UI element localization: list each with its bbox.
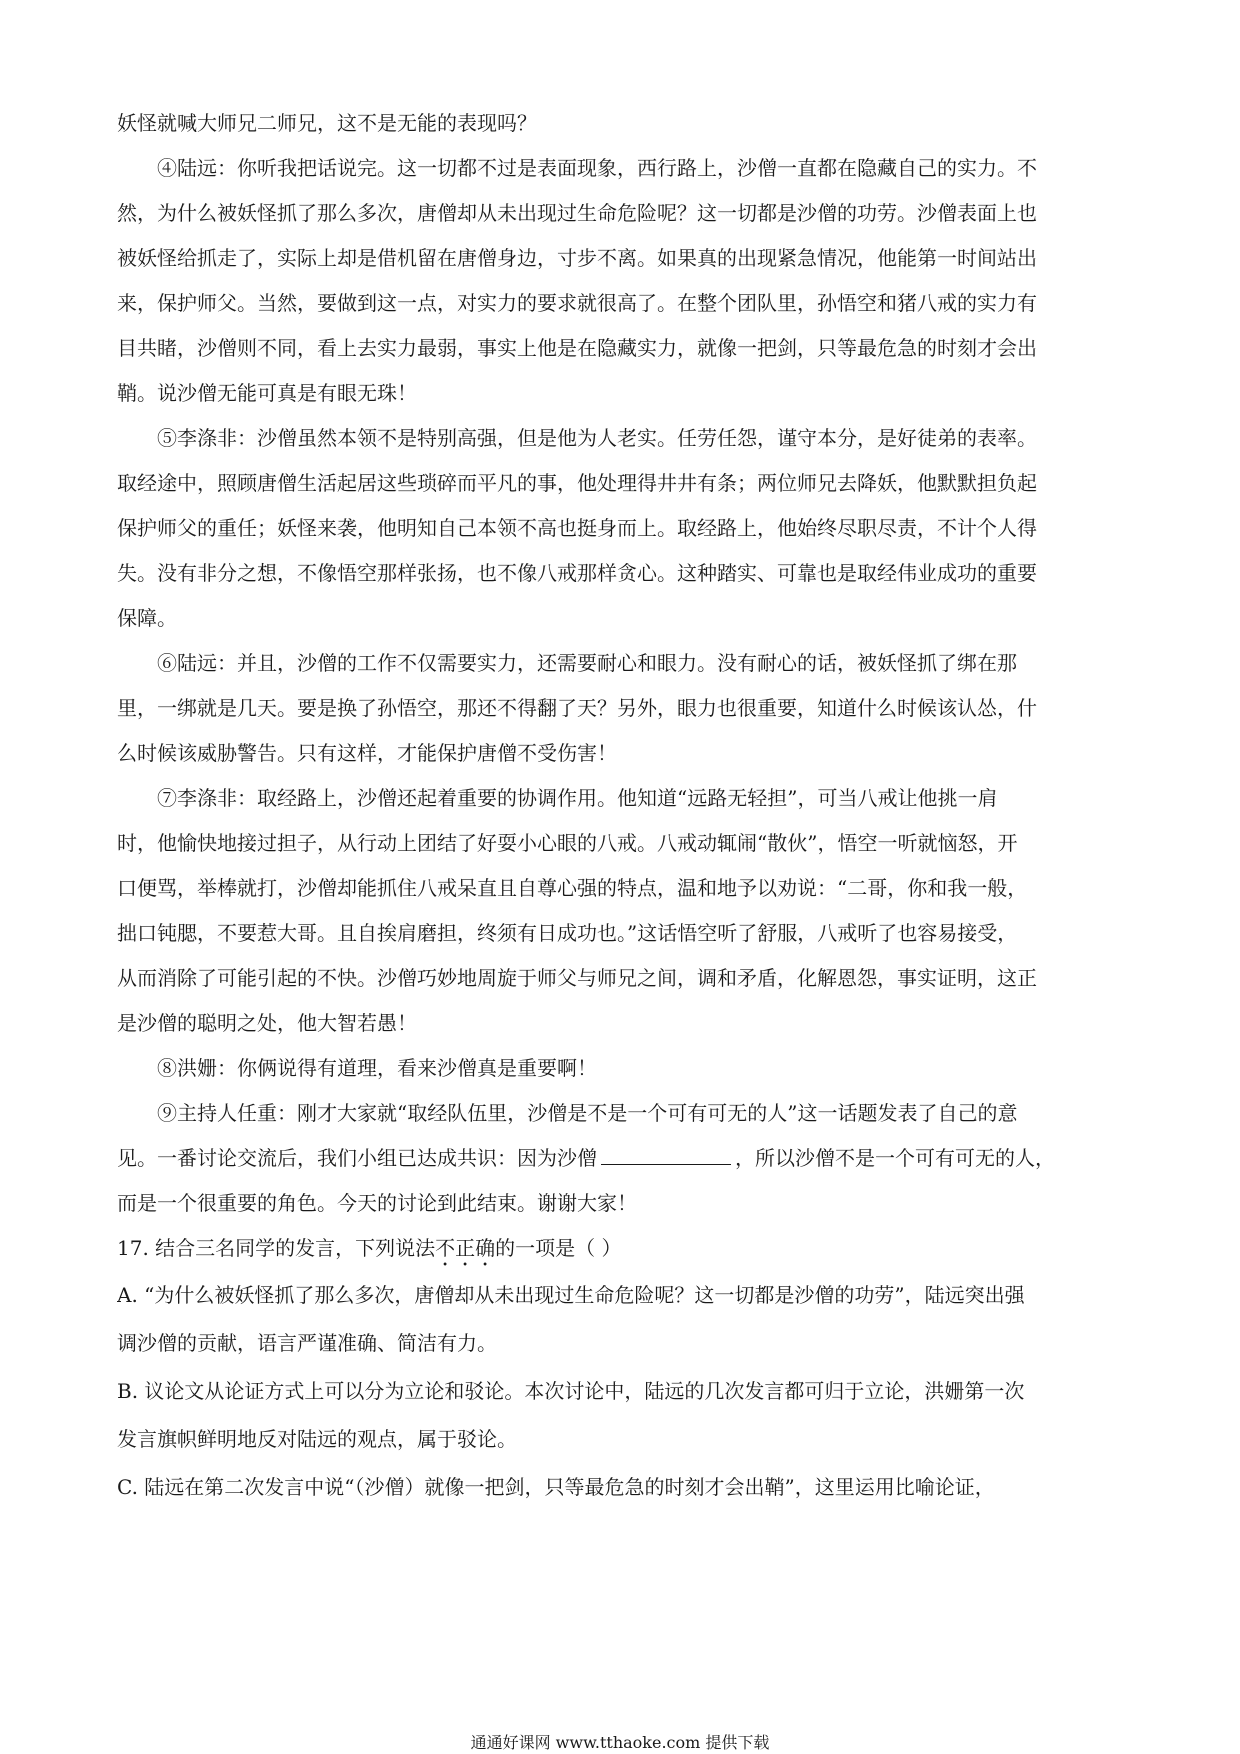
passage-line: 从而消除了可能引起的不快。沙僧巧妙地周旋于师父与师兄之间，调和矛盾，化解恩怨，事实证明，这正 bbox=[117, 966, 1037, 990]
paragraph-9 bbox=[117, 1091, 1129, 1226]
question-stem-prefix: 17. 结合三名同学的发言，下列说法 bbox=[117, 1236, 436, 1260]
answer-blank[interactable] bbox=[601, 1144, 731, 1165]
page-footer: 通通好课网 www.tthaoke.com 提供下载 bbox=[470, 1733, 770, 1752]
passage-line: 保护师父的重任；妖怪来袭，他明知自己本领不高也挺身而上。取经路上，他始终尽职尽责，不计个人得 bbox=[117, 516, 1037, 540]
paragraph-4 bbox=[117, 146, 1129, 416]
passage-text: ，所以沙僧不是一个可有可无的人， bbox=[735, 1146, 1055, 1170]
passage-line: 鞘。说沙僧无能可真是有眼无珠！ bbox=[117, 381, 417, 405]
passage-line: ⑧洪姗：你俩说得有道理，看来沙僧真是重要啊！ bbox=[157, 1056, 597, 1080]
option-line: C. 陆远在第二次发言中说“（沙僧）就像一把剑，只等最危急的时刻才会出鞘”，这里运用比喻论证， bbox=[117, 1475, 995, 1499]
passage-line: 口便骂，举棒就打，沙僧却能抓住八戒呆直且自尊心强的特点，温和地予以劝说：“二哥，你和我一般， bbox=[117, 876, 1028, 900]
passage-line: 保障。 bbox=[117, 606, 177, 630]
passage-line: 是沙僧的聪明之处，他大智若愚！ bbox=[117, 1011, 417, 1035]
question-stem-emphasis: 不正确 bbox=[435, 1236, 496, 1260]
passage-line: 失。没有非分之想，不像悟空那样张扬，也不像八戒那样贪心。这种踏实、可靠也是取经伟业成功的重要 bbox=[117, 561, 1037, 585]
question-stem bbox=[117, 1226, 1129, 1271]
passage-line: ⑦李涤非：取经路上，沙僧还起着重要的协调作用。他知道“远路无轻担”，可当八戒让他挑一肩 bbox=[157, 786, 998, 810]
passage-line: ⑥陆远：并且，沙僧的工作不仅需要实力，还需要耐心和眼力。没有耐心的话，被妖怪抓了绑在那 bbox=[157, 651, 1017, 675]
paragraph-5 bbox=[117, 416, 1129, 641]
option-c bbox=[117, 1463, 1129, 1511]
passage-line: 取经途中，照顾唐僧生活起居这些琐碎而平凡的事，他处理得井井有条；两位师兄去降妖，他默默担负起 bbox=[117, 471, 1037, 495]
passage-line: 被妖怪给抓走了，实际上却是借机留在唐僧身边，寸步不离。如果真的出现紧急情况，他能第一时间站出 bbox=[117, 246, 1037, 270]
passage-line: ④陆远：你听我把话说完。这一切都不过是表面现象，西行路上，沙僧一直都在隐藏自己的实力。不 bbox=[157, 156, 1037, 180]
document-content bbox=[117, 101, 1129, 1511]
paragraph-7 bbox=[117, 776, 1129, 1046]
option-line: A. “为什么被妖怪抓了那么多次，唐僧却从未出现过生命危险呢？这一切都是沙僧的功劳”，陆远突出强 bbox=[117, 1283, 1025, 1307]
passage-line: 然，为什么被妖怪抓了那么多次，唐僧却从未出现过生命危险呢？这一切都是沙僧的功劳。沙僧表面上也 bbox=[117, 201, 1037, 225]
passage-line-with-blank bbox=[117, 1136, 1129, 1181]
passage-line: 来，保护师父。当然，要做到这一点，对实力的要求就很高了。在整个团队里，孙悟空和猪八戒的实力有 bbox=[117, 291, 1037, 315]
passage-line: 而是一个很重要的角色。今天的讨论到此结束。谢谢大家！ bbox=[117, 1191, 637, 1215]
passage-line: 妖怪就喊大师兄二师兄，这不是无能的表现吗？ bbox=[117, 111, 537, 135]
passage-text: 见。一番讨论交流后，我们小组已达成共识：因为沙僧 bbox=[117, 1146, 597, 1170]
passage-line: 时，他愉快地接过担子，从行动上团结了好耍小心眼的八戒。八戒动辄闹“散伙”，悟空一听就恼怒，开 bbox=[117, 831, 1018, 855]
passage-line: 里，一绑就是几天。要是换了孙悟空，那还不得翻了天？另外，眼力也很重要，知道什么时候该认怂，什 bbox=[117, 696, 1037, 720]
option-line: 发言旗帜鲜明地反对陆远的观点，属于驳论。 bbox=[117, 1427, 517, 1451]
passage-line: 目共睹，沙僧则不同，看上去实力最弱，事实上他是在隐藏实力，就像一把剑，只等最危急的时刻才会出 bbox=[117, 336, 1037, 360]
passage-line: 么时候该威胁警告。只有这样，才能保护唐僧不受伤害！ bbox=[117, 741, 617, 765]
passage-line: ⑨主持人任重：刚才大家就“取经队伍里，沙僧是不是一个可有可无的人”这一话题发表了自己的意 bbox=[157, 1101, 1018, 1125]
paragraph-6 bbox=[117, 641, 1129, 776]
option-line: B. 议论文从论证方式上可以分为立论和驳论。本次讨论中，陆远的几次发言都可归于立论，洪姗第一次 bbox=[117, 1379, 1025, 1403]
option-line: 调沙僧的贡献，语言严谨准确、简洁有力。 bbox=[117, 1331, 497, 1355]
option-b bbox=[117, 1367, 1129, 1463]
passage-line: ⑤李涤非：沙僧虽然本领不是特别高强，但是他为人老实。任劳任怨，谨守本分，是好徒弟的表率。 bbox=[157, 426, 1037, 450]
question-stem-suffix: 的一项是（ ） bbox=[495, 1236, 622, 1260]
paragraph-8 bbox=[117, 1046, 1129, 1091]
passage-line: 拙口钝腮，不要惹大哥。且自挨肩磨担，终须有日成功也。”这话悟空听了舒服，八戒听了也容易接受， bbox=[117, 921, 1018, 945]
option-a bbox=[117, 1271, 1129, 1367]
